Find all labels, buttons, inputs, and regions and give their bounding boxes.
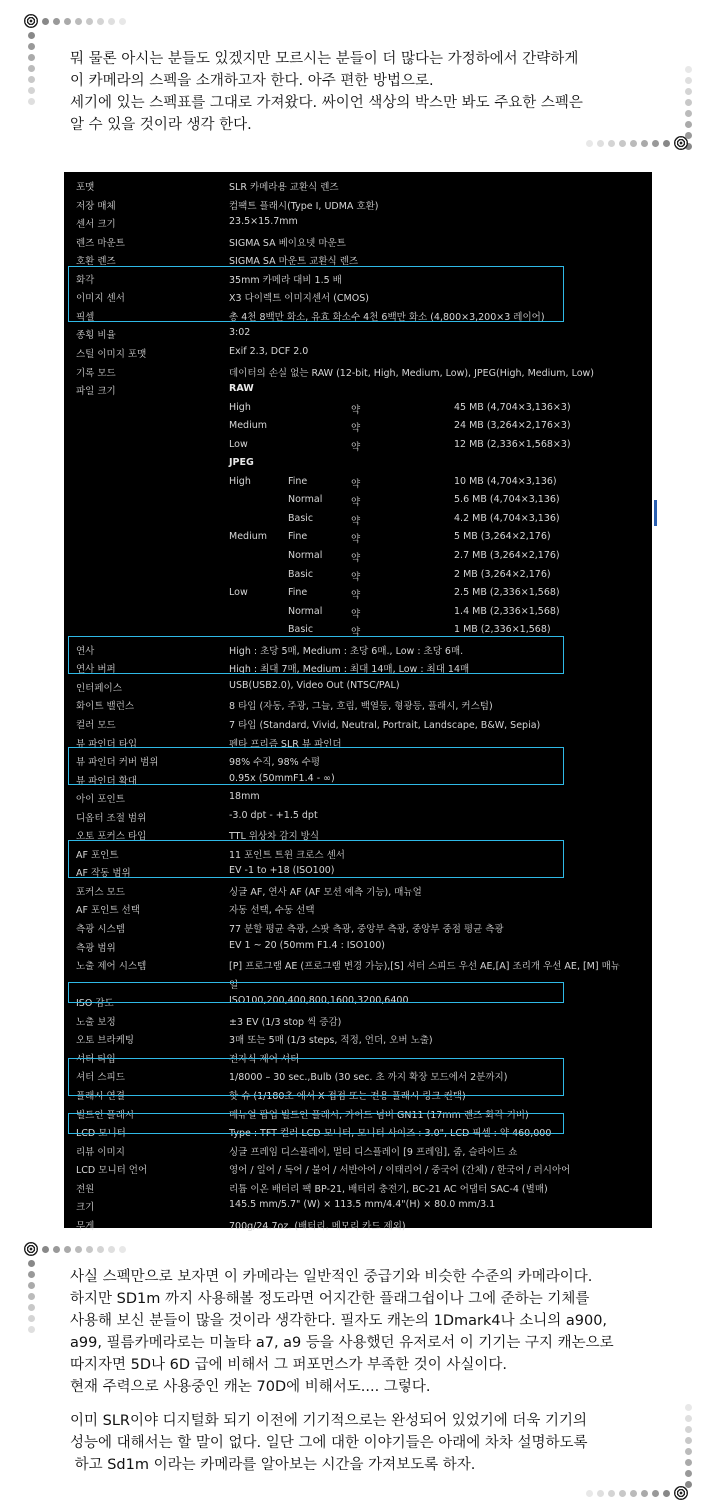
outro-paragraph-1: 사실 스펙만으로 보자면 이 카메라는 일반적인 중급기와 비슷한 수준의 카메라이다. 하지만 SD1m 까지 사용해볼 정도라면 어지간한 플래그쉽이나 그에 준하는 기체를 사용해 보신 분들이 많을 것이라 생각한다. 필자도 캐논의 1Dmark4나 소니의 a900, a99, 필름카메라로는 미놀타 a7, a9 등을 사용했던 유저로서 이 기기는 구지 캐논으로 따지자면 5D나 6D 급에 비해서 그 퍼포먼스가 부족한 것이 사실이다. 현재 주력으로 사용중인 캐논 70D에 비해서도.... 그렇다. <box>70 1269 614 1395</box>
spec-row <box>64 528 652 546</box>
spec-cell: Basic <box>288 568 314 580</box>
spec-cell: 1 MB (2,336×1,568) <box>454 624 551 636</box>
spec-cell: 오토 브라케팅 <box>76 1035 135 1047</box>
spec-row <box>64 491 652 509</box>
spec-cell: Fine <box>288 531 308 543</box>
spec-cell: 뷰 파인더 커버 범위 <box>76 757 159 769</box>
spec-row <box>64 213 652 231</box>
spec-row <box>64 417 652 435</box>
spec-cell: 77 분할 평균 측광, 스팟 측광, 중앙부 측광, 중앙부 중점 평균 측광 <box>229 924 504 935</box>
spec-cell: 저장 매체 <box>76 200 116 212</box>
spec-cell: 98% 수직, 98% 수평 <box>229 757 321 769</box>
spec-cell: JPEG <box>229 457 254 469</box>
spec-cell: Normal <box>288 494 323 506</box>
spec-cell: 약 <box>351 571 361 583</box>
spec-row <box>64 881 652 899</box>
spec-row <box>64 603 652 621</box>
spec-cell: 스틸 이미지 포맷 <box>76 348 147 360</box>
spec-cell: AF 포인트 선택 <box>76 905 140 917</box>
spec-cell: 총 4천 8백만 화소, 유효 화소수 4천 6백만 화소 (4,800×3,200×3 레이어) <box>229 311 545 323</box>
spec-cell: EV -1 to +18 (ISO100) <box>229 865 335 877</box>
spec-cell: 11 포인트 트윈 크로스 센서 <box>229 849 345 861</box>
spec-cell: Medium <box>229 420 267 432</box>
spec-cell: 측광 시스템 <box>76 924 125 935</box>
spec-row <box>64 1141 652 1159</box>
spec-row <box>64 584 652 602</box>
spec-cell: EV 1 ~ 20 (50mm F1.4 : ISO100) <box>229 939 385 951</box>
spec-row <box>64 714 652 732</box>
spec-cell: 컴팩트 플래시(Type I, UDMA 호환) <box>229 200 379 212</box>
intro-paragraph: 뭐 물론 아시는 분들도 있겠지만 모르시는 분들이 더 많다는 가정하에서 간략하게 이 카메라의 스펙을 소개하고자 한다. 아주 편한 방법으로. 세기에 있는 스펙표를 그대로 가져왔다. 싸이언 색상의 박스만 봐도 주요한 스펙은 알 수 있을 것이라 생각 한다. <box>70 51 583 133</box>
spec-cell: SIGMA SA 마운트 교환식 렌즈 <box>229 256 359 268</box>
spec-cell: 4.2 MB (4,704×3,136) <box>454 512 560 524</box>
highlight-box-burst <box>68 636 564 674</box>
spec-cell: 3매 또는 5매 (1/3 steps, 적정, 언더, 오버 노출) <box>229 1035 433 1047</box>
spec-cell: AF 작동 범위 <box>76 868 131 880</box>
spec-cell: 측광 범위 <box>76 942 116 954</box>
spec-cell: 싱글 AF, 연사 AF (AF 모션 예측 기능), 매뉴얼 <box>229 886 422 898</box>
spec-cell: 셔터 스피드 <box>76 1072 125 1084</box>
swirl-icon <box>24 14 38 28</box>
spec-cell: 약 <box>351 553 361 564</box>
spec-row <box>64 677 652 695</box>
spec-cell: 5.6 MB (4,704×3,136) <box>454 494 560 506</box>
spec-cell: 5 MB (3,264×2,176) <box>454 531 551 543</box>
spec-row <box>64 473 652 491</box>
spec-cell: Basic <box>288 624 314 636</box>
spec-cell: AF 포인트 <box>76 849 119 861</box>
spec-cell: Type : TFT 컬러 LCD 모니터, 모니터 사이즈 : 3.0", LCD 픽셀 : 약 460,000 <box>229 1128 552 1140</box>
spec-cell: 뷰 파인더 확대 <box>76 775 138 787</box>
spec-cell: [P] 프로그램 AE (프로그램 변경 가능),[S] 셔터 스피드 우선 AE,[A] 조리개 우선 AE, [M] 매뉴 <box>229 961 620 973</box>
spec-cell: Low <box>229 438 248 450</box>
spec-cell: X3 다이렉트 이미지센서 (CMOS) <box>229 293 369 305</box>
spec-row <box>64 695 652 713</box>
spec-cell: 18mm <box>229 791 260 803</box>
spec-cell: SIGMA SA 베이요넷 마운트 <box>229 237 346 249</box>
spec-cell: 연사 <box>76 645 95 657</box>
spec-cell: Normal <box>288 550 323 561</box>
spec-row <box>64 918 652 936</box>
spec-cell: 픽셀 <box>76 311 95 323</box>
spec-cell: 10 MB (4,704×3,136) <box>454 475 557 487</box>
spec-cell: 데이터의 손실 없는 RAW (12-bit, High, Medium, Low), JPEG(High, Medium, Low) <box>229 367 595 379</box>
highlight-box-lcd <box>68 1113 564 1134</box>
spec-cell: 약 <box>351 534 361 546</box>
spec-cell: 컬러 모드 <box>76 719 116 731</box>
spec-cell: USB(USB2.0), Video Out (NTSC/PAL) <box>229 679 400 691</box>
spec-cell: 145.5 mm/5.7" (W) × 113.5 mm/4.4"(H) × 80.0 mm/3.1 <box>229 1199 496 1211</box>
spec-row <box>64 195 652 213</box>
spec-cell: 약 <box>351 404 361 416</box>
spec-cell: RAW <box>229 383 254 395</box>
spec-cell: 노출 제어 시스템 <box>76 961 147 973</box>
spec-cell: 플래시 연결 <box>76 1090 125 1102</box>
spec-cell: High : 최대 7매, Medium : 최대 14매, Low : 최대 14매 <box>229 664 470 676</box>
spec-row <box>64 176 652 194</box>
spec-row <box>64 1159 652 1177</box>
highlight-box-shutter <box>68 1058 564 1096</box>
spec-cell: 뷰 파인더 타입 <box>76 738 138 750</box>
spec-cell: -3.0 dpt - +1.5 dpt <box>229 809 318 821</box>
spec-cell: 인터페이스 <box>76 682 122 694</box>
spec-cell: LCD 모니터 언어 <box>76 1165 148 1177</box>
spec-cell: 무게 <box>76 1220 95 1232</box>
spec-cell: 포맷 <box>76 182 95 193</box>
spec-row <box>64 380 652 398</box>
spec-cell: 매뉴얼 팝업 빌트인 플래시, 가이드 넘버 GN11 (17mm 렌즈 화각 커버) <box>229 1109 529 1121</box>
spec-cell: Medium <box>229 531 267 543</box>
spec-cell: 45 MB (4,704×3,136×3) <box>454 401 571 413</box>
spec-cell: 약 <box>351 590 361 602</box>
highlight-box-viewfinder <box>68 747 564 785</box>
spec-cell: 0.95x (50mmF1.4 - ∞) <box>229 772 335 784</box>
spec-cell: 노출 보정 <box>76 1016 116 1028</box>
spec-cell: 3:02 <box>229 327 251 339</box>
spec-table <box>64 172 652 1232</box>
spec-row <box>64 1196 652 1214</box>
spec-row <box>64 362 652 380</box>
spec-cell: 약 <box>351 515 361 527</box>
swirl-icon <box>674 136 688 150</box>
outro-paragraph-2: 이미 SLR이야 디지털화 되기 이전에 기기적으로는 완성되어 있었기에 더욱 기기의 성능에 대해서는 할 말이 없다. 일단 그에 대한 이야기들은 아래에 차차 설명하도록 하고 Sd1m 이라는 카메라를 알아보는 시간을 가져보도록 하자. <box>70 1413 588 1473</box>
spec-cell: High <box>229 475 251 487</box>
spec-cell: 자동 선택, 수동 선택 <box>229 905 315 917</box>
spec-row <box>64 899 652 917</box>
spec-row <box>64 547 652 565</box>
spec-cell: 얼 <box>229 979 239 991</box>
spec-cell: ±3 EV (1/3 stop 씩 증감) <box>229 1016 342 1028</box>
spec-row <box>64 399 652 417</box>
spec-cell: High <box>229 401 251 413</box>
spec-cell: 2.5 MB (2,336×1,568) <box>454 587 560 599</box>
spec-cell: 약 <box>351 608 361 620</box>
spec-cell: 700g/24.7oz. (배터리, 메모리 카드 제외) <box>229 1220 406 1232</box>
highlight-box-iso <box>68 982 564 1003</box>
spec-row <box>64 324 652 342</box>
spec-cell: 리뷰 이미지 <box>76 1146 125 1158</box>
spec-cell: 1/8000 – 30 sec.,Bulb (30 sec. 초 까지 확장 모드에서 2분까지) <box>229 1072 508 1084</box>
swirl-icon <box>674 1486 688 1500</box>
spec-cell: 종횡 비율 <box>76 330 116 342</box>
spec-cell: 디옵터 조절 범위 <box>76 812 147 824</box>
spec-row <box>64 1029 652 1047</box>
spec-cell: TTL 위상차 감지 방식 <box>229 831 320 843</box>
spec-row <box>64 232 652 250</box>
spec-cell: 싱글 프레임 디스플레이, 멀티 디스플레이 [9 프레임], 줌, 슬라이드 쇼 <box>229 1146 518 1158</box>
spec-cell: 1.4 MB (2,336×1,568) <box>454 605 560 617</box>
spec-cell: 12 MB (2,336×1,568×3) <box>454 438 571 450</box>
spec-cell: 약 <box>351 441 361 453</box>
spec-row <box>64 937 652 955</box>
spec-cell: SLR 카메라용 교환식 렌즈 <box>229 182 339 193</box>
spec-cell: 기록 모드 <box>76 367 116 379</box>
swirl-icon <box>24 1242 38 1256</box>
highlight-box-af <box>68 840 564 878</box>
spec-cell: ISO 감도 <box>76 998 114 1010</box>
spec-cell: Normal <box>288 605 323 617</box>
spec-cell: 파일 크기 <box>76 386 116 398</box>
spec-row <box>64 1011 652 1029</box>
spec-cell: 23.5×15.7mm <box>229 216 298 228</box>
spec-cell: 펜타 프리즘 SLR 뷰 파인더 <box>229 738 342 750</box>
spec-cell: 호환 렌즈 <box>76 256 116 268</box>
spec-cell: 약 <box>351 497 361 509</box>
spec-cell: High : 초당 5매, Medium : 초당 6매., Low : 초당 6매. <box>229 645 464 657</box>
spec-row <box>64 788 652 806</box>
spec-cell: 연사 버퍼 <box>76 664 116 676</box>
spec-cell: 8 타입 (자동, 주광, 그늘, 흐림, 백열등, 형광등, 플래시, 커스텀) <box>229 701 493 713</box>
spec-cell: 이미지 센서 <box>76 293 125 305</box>
spec-cell: 빌트인 플래시 <box>76 1109 135 1121</box>
spec-cell: Exif 2.3, DCF 2.0 <box>229 345 309 357</box>
spec-cell: 화각 <box>76 274 95 286</box>
spec-cell: 렌즈 마운트 <box>76 237 125 249</box>
spec-cell: 리튬 이온 배터리 팩 BP-21, 배터리 충전기, BC-21 AC 어댑터 SAC-4 (별매) <box>229 1183 548 1195</box>
highlight-box-sensor <box>68 266 564 322</box>
spec-cell: 영어 / 일어 / 독어 / 불어 / 서반아어 / 이태리어 / 중국어 (간체) / 한국어 / 러시아어 <box>229 1165 571 1177</box>
spec-cell: 약 <box>351 627 361 639</box>
spec-row <box>64 566 652 584</box>
spec-row <box>64 1215 652 1233</box>
spec-cell: 셔터 타입 <box>76 1053 116 1065</box>
spec-cell: ISO100,200,400,800,1600,3200,6400 <box>229 995 409 1007</box>
spec-cell: 센서 크기 <box>76 219 116 231</box>
spec-row <box>64 955 652 973</box>
spec-row <box>64 436 652 454</box>
scroll-edge-marker <box>654 500 657 526</box>
spec-cell: 오토 포커스 타입 <box>76 831 147 843</box>
spec-cell: Basic <box>288 512 314 524</box>
spec-row <box>64 807 652 825</box>
spec-cell: 약 <box>351 478 361 490</box>
spec-cell: 7 타입 (Standard, Vivid, Neutral, Portrait, Landscape, B&W, Sepia) <box>229 719 541 731</box>
spec-row <box>64 343 652 361</box>
spec-cell: Fine <box>288 475 308 487</box>
spec-cell: 전자식 제어 셔터 <box>229 1053 300 1065</box>
spec-cell: 약 <box>351 423 361 435</box>
spec-cell: 35mm 카메라 대비 1.5 배 <box>229 274 342 286</box>
spec-cell: 아이 포인트 <box>76 794 125 806</box>
spec-cell: 2 MB (3,264×2,176) <box>454 568 551 580</box>
spec-cell: 핫 슈 (1/180초 에서 X 접점 또는 전용 플래시 링크 컨택) <box>229 1090 466 1102</box>
spec-row <box>64 510 652 528</box>
spec-cell: 전원 <box>76 1183 95 1195</box>
spec-cell: 크기 <box>76 1202 95 1214</box>
spec-cell: 화이트 밸런스 <box>76 701 135 713</box>
spec-cell: 포커스 모드 <box>76 886 125 898</box>
spec-cell: 24 MB (3,264×2,176×3) <box>454 420 571 432</box>
spec-row <box>64 454 652 472</box>
spec-cell: 2.7 MB (3,264×2,176) <box>454 550 560 561</box>
spec-cell: Low <box>229 587 248 599</box>
spec-cell: LCD 모니터 <box>76 1128 126 1140</box>
spec-row <box>64 1178 652 1196</box>
spec-cell: Fine <box>288 587 308 599</box>
